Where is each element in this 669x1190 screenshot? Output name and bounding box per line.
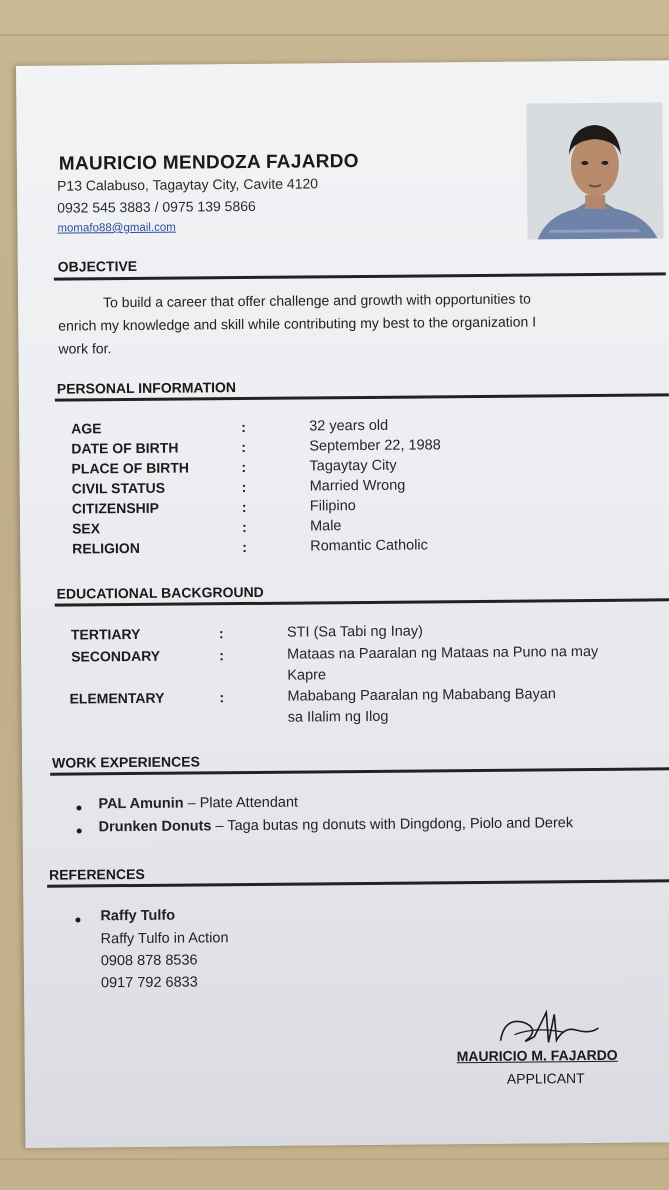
value-secondary-line-1: Mataas na Paaralan ng Mataas na Puno na may: [287, 643, 599, 663]
applicant-name: MAURICIO MENDOZA FAJARDO: [58, 151, 359, 175]
colon-citizenship: :: [241, 499, 247, 516]
colon-place-of-birth: :: [241, 459, 247, 476]
phone-numbers: 0932 545 3883 / 0975 139 5866: [57, 197, 256, 216]
reference-organization: Raffy Tulfo in Action: [100, 930, 229, 948]
signature-name: MAURICIO M. FAJARDO: [456, 1046, 618, 1065]
objective-line-2: enrich my knowledge and skill while contributing my best to the organization I: [58, 313, 537, 334]
bullet-icon: [75, 917, 80, 922]
colon-elementary: :: [219, 689, 225, 706]
value-elementary-line-2: sa Ilalim ng Ilog: [287, 708, 389, 726]
objective-line-1: To build a career that offer challenge and growth with opportunities to: [102, 290, 531, 311]
label-religion: RELIGION: [72, 539, 140, 557]
colon-religion: :: [242, 539, 247, 556]
colon-age: :: [241, 419, 246, 436]
colon-tertiary: :: [218, 625, 224, 642]
label-tertiary: TERTIARY: [70, 625, 141, 643]
email-link[interactable]: momafo88@gmail.com: [57, 221, 176, 235]
value-sex: Male: [309, 518, 342, 535]
label-citizenship: CITIZENSHIP: [71, 499, 160, 517]
colon-sex: :: [241, 519, 247, 536]
address: P13 Calabuso, Tagaytay City, Cavite 4120: [56, 175, 319, 194]
value-tertiary: STI (Sa Tabi ng Inay): [286, 623, 423, 641]
work-role-2: – Taga butas ng donuts with Dingdong, Piolo and Derek: [211, 815, 574, 835]
colon-secondary: :: [219, 647, 224, 664]
work-company-1: PAL Amunin: [98, 795, 184, 813]
value-secondary-line-2: Kapre: [287, 667, 327, 684]
value-civil-status: Married Wrong: [309, 477, 406, 495]
value-age: 32 years old: [309, 417, 389, 435]
reference-phone-1: 0908 878 8536: [100, 952, 198, 970]
section-title-education: EDUCATIONAL BACKGROUND: [56, 583, 264, 602]
value-religion: Romantic Catholic: [310, 537, 428, 555]
objective-line-3: work for.: [58, 340, 112, 357]
work-company-2: Drunken Donuts: [98, 818, 212, 836]
value-date-of-birth: September 22, 1988: [309, 437, 441, 455]
section-title-objective: OBJECTIVE: [57, 257, 138, 275]
signature-scribble-icon: [494, 1006, 604, 1052]
section-title-personal: PERSONAL INFORMATION: [56, 379, 237, 397]
bullet-icon: [76, 805, 81, 810]
section-title-work: WORK EXPERIENCES: [52, 753, 200, 771]
work-item-2: [99, 815, 574, 835]
floor-seam-bottom: [0, 1158, 669, 1160]
colon-civil-status: :: [241, 479, 247, 496]
value-elementary-line-1: Mababang Paaralan ng Mababang Bayan: [287, 686, 557, 705]
colon-date-of-birth: :: [241, 439, 247, 456]
label-date-of-birth: DATE OF BIRTH: [71, 439, 179, 457]
label-secondary: SECONDARY: [71, 647, 161, 665]
applicant-photo: [526, 102, 663, 239]
label-age: AGE: [71, 420, 102, 437]
label-place-of-birth: PLACE OF BIRTH: [71, 459, 190, 477]
label-sex: SEX: [71, 520, 101, 537]
work-item-1: [98, 795, 298, 813]
value-place-of-birth: Tagaytay City: [309, 457, 397, 475]
reference-name: Raffy Tulfo: [100, 907, 176, 925]
label-elementary: ELEMENTARY: [69, 689, 165, 707]
signature-role: APPLICANT: [506, 1070, 585, 1087]
section-title-references: REFERENCES: [48, 865, 145, 883]
resume-paper: [16, 60, 669, 1148]
work-role-1: – Plate Attendant: [183, 794, 299, 812]
person-photo-icon: [526, 102, 663, 239]
bullet-icon: [77, 828, 82, 833]
divider-objective: [54, 272, 666, 280]
reference-phone-2: 0917 792 6833: [100, 974, 198, 992]
value-citizenship: Filipino: [309, 498, 356, 515]
floor-seam-top: [0, 34, 669, 36]
label-civil-status: CIVIL STATUS: [71, 479, 166, 497]
